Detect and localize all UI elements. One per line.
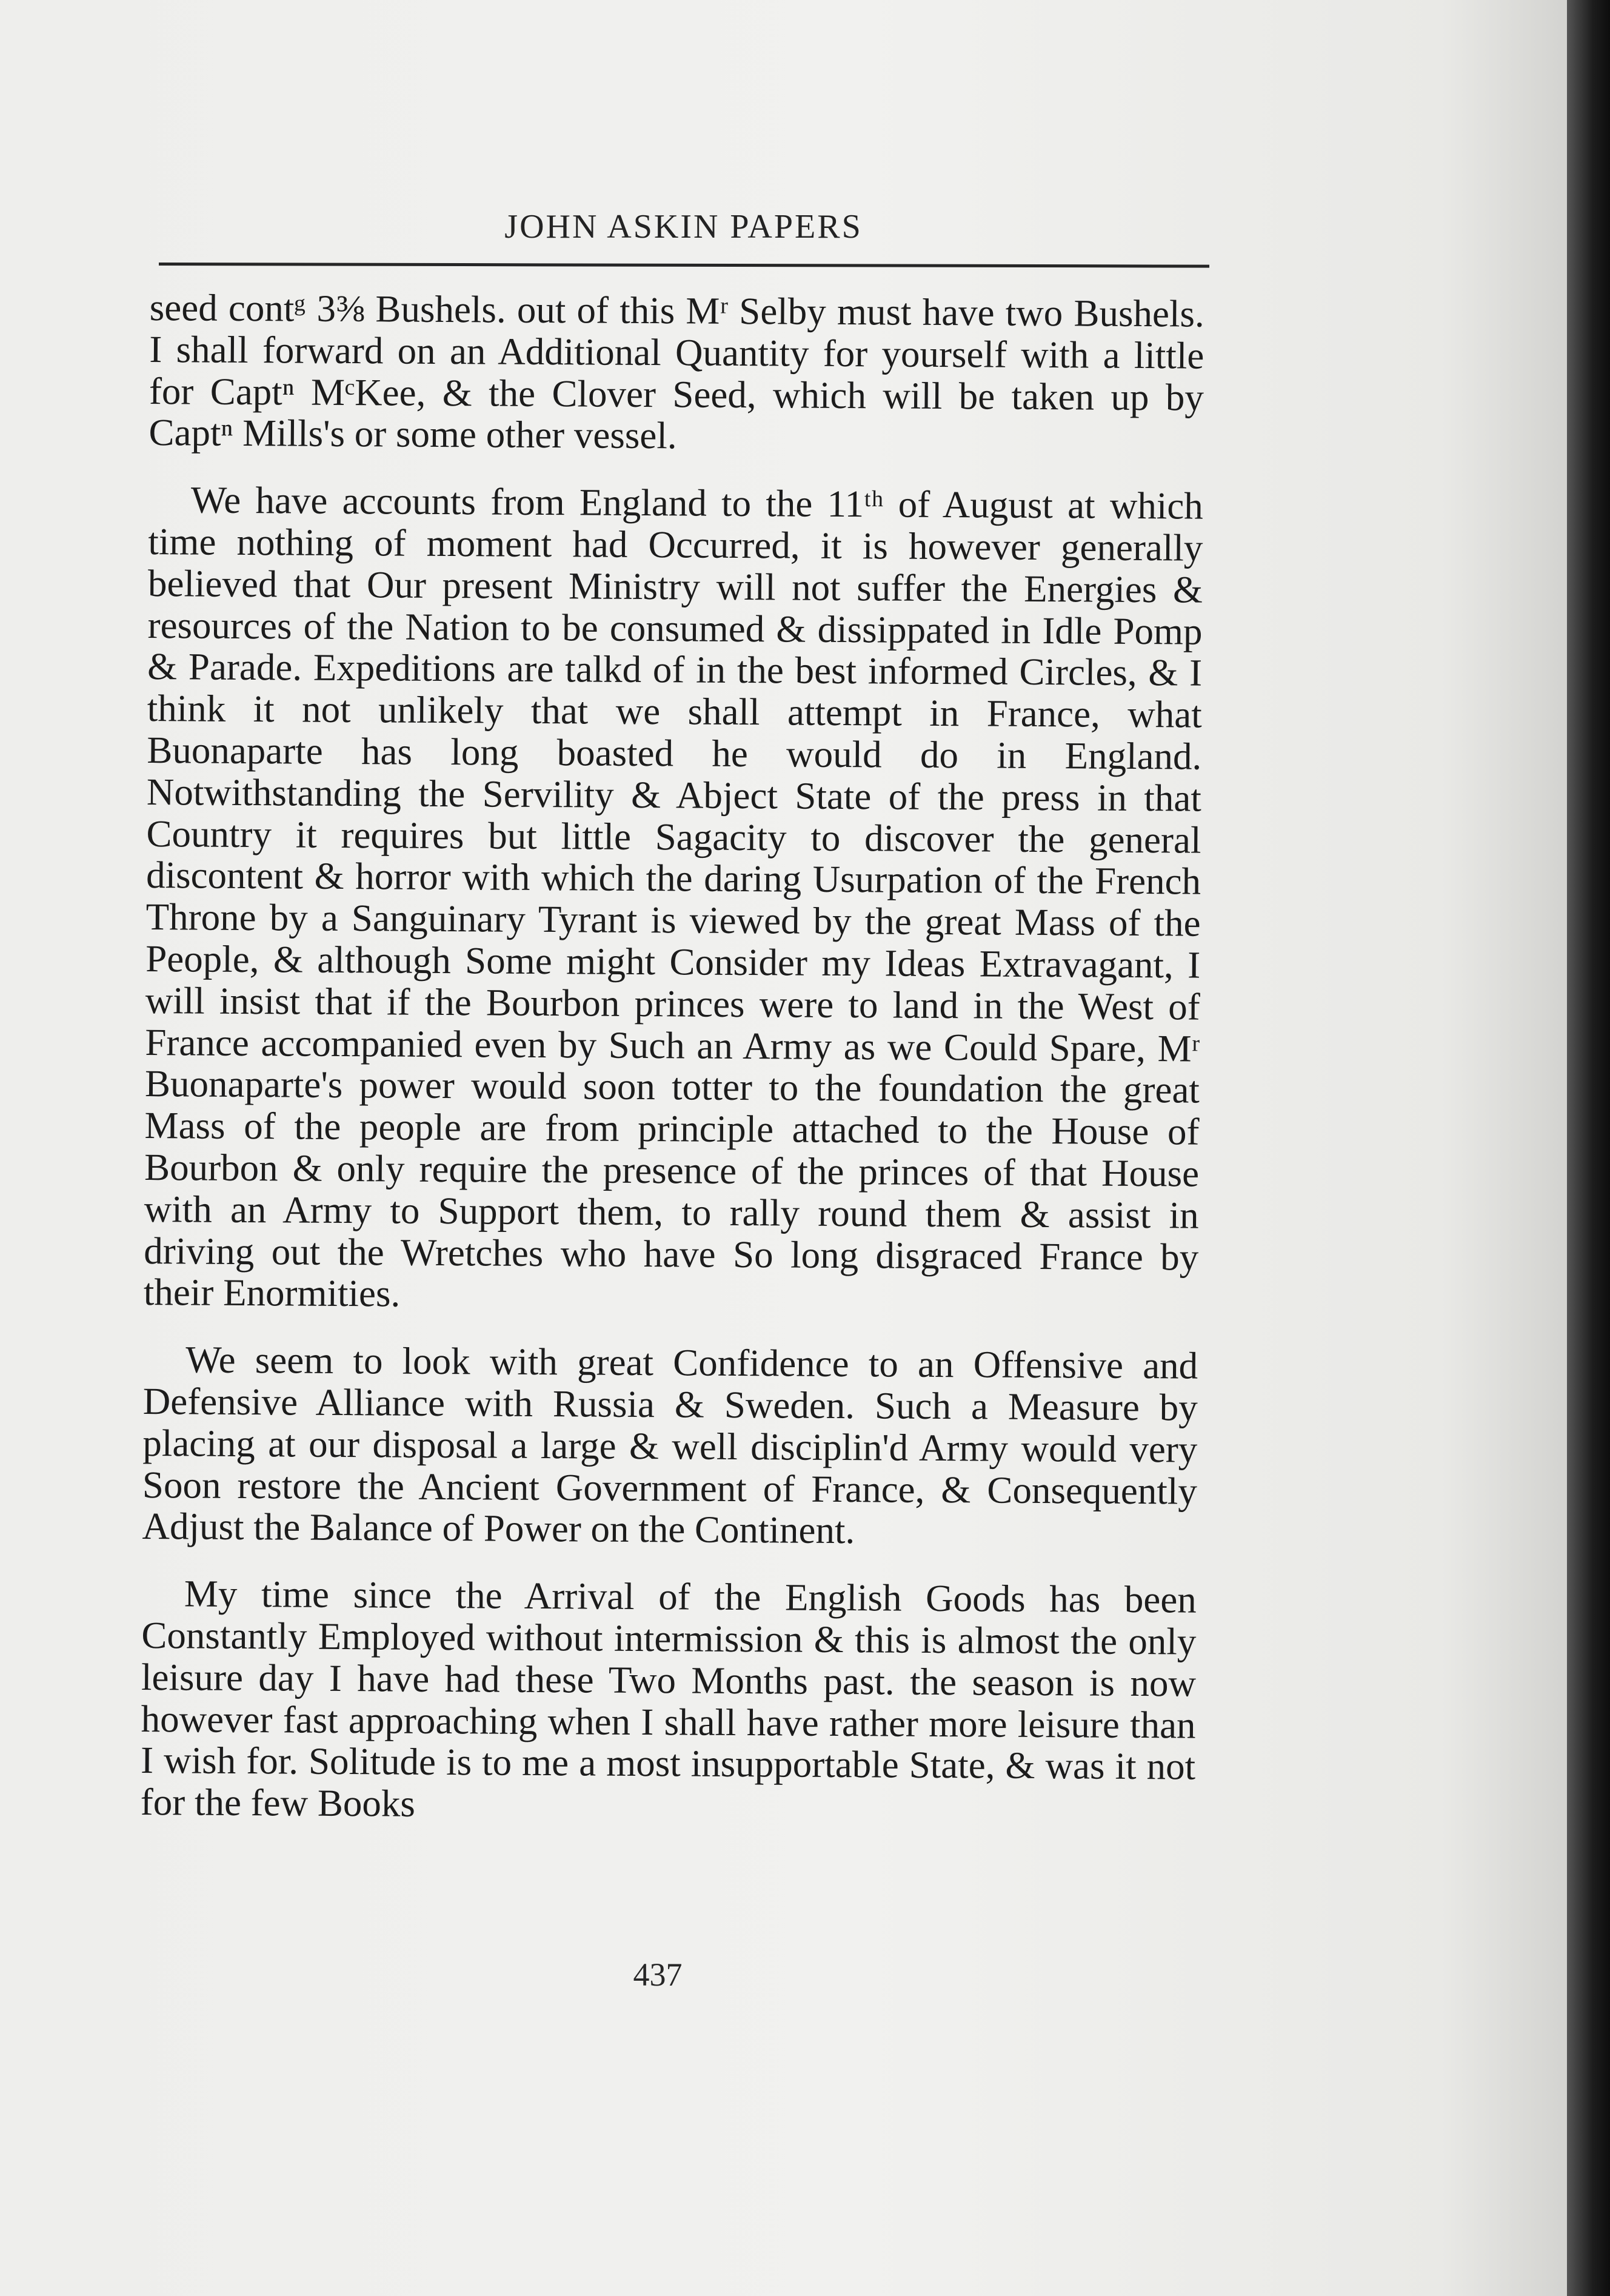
header-rule bbox=[159, 263, 1209, 268]
body-text bbox=[141, 287, 1204, 1829]
paragraph-1: seed contᵍ 3⅜ Bushels. out of this Mʳ Selby must have two Bushels. I shall forward on an Additional Quantity for yourself with a little for Captⁿ MᶜKee, & the Clover Seed, which will be taken up by Captⁿ Mills's or some other vessel. bbox=[149, 286, 1204, 457]
running-head: JOHN ASKIN PAPERS bbox=[504, 208, 863, 246]
paragraph-2: We have accounts from England to the 11ᵗʰ of August at which time nothing of moment had Occurred, it is however generally believed that Our present Ministry will not suffer the Energies & resources of the Nation to be consumed & dissippated in Idle Pomp & Parade. Expeditions are talkd of in the best informed Circles, & I think it not unlikely that we shall attempt in France, what Buonaparte has long boasted he would do in England. Notwithstanding the Servility & Abject State of the press in that Country it requires but little Sagacity to discover the general discontent & horror with which the daring Usurpation of the French Throne by a Sanguinary Tyrant is viewed by the great Mass of the People, & although Some might Consider my Ideas Extravagant, I will insist that if the Bourbon princes were to land in the West of France accompanied even by Such an Army as we Could Spare, Mʳ Buonaparte's power would soon totter to the foundation the great Mass of the people are from principle attached to the House of Bourbon & only require the presence of the princes of that House with an Army to Support them, to rally round them & assist in driving out the Wretches who have So long disgraced France by their Enormities. bbox=[143, 478, 1204, 1315]
paragraph-4: My time since the Arrival of the English Goods has been Constantly Employed without intermission & this is almost the only leisure day I have had these Two Months past. the season is now however fast approaching when I shall have rather more leisure than I wish for. Solitude is to me a most insupportable State, & was it not for the few Books bbox=[140, 1572, 1197, 1825]
page-edge-shadow bbox=[1567, 0, 1610, 2296]
page-number: 437 bbox=[633, 1956, 683, 1993]
paragraph-3: We seem to look with great Confidence to an Offensive and Defensive Alliance with Russia & Sweden. Such a Measure by placing at our disposal a large & well disciplin'd Army would very Soon restore the Ancient Government of France, & Consequently Adjust the Balance of Power on the Continent. bbox=[142, 1338, 1198, 1552]
